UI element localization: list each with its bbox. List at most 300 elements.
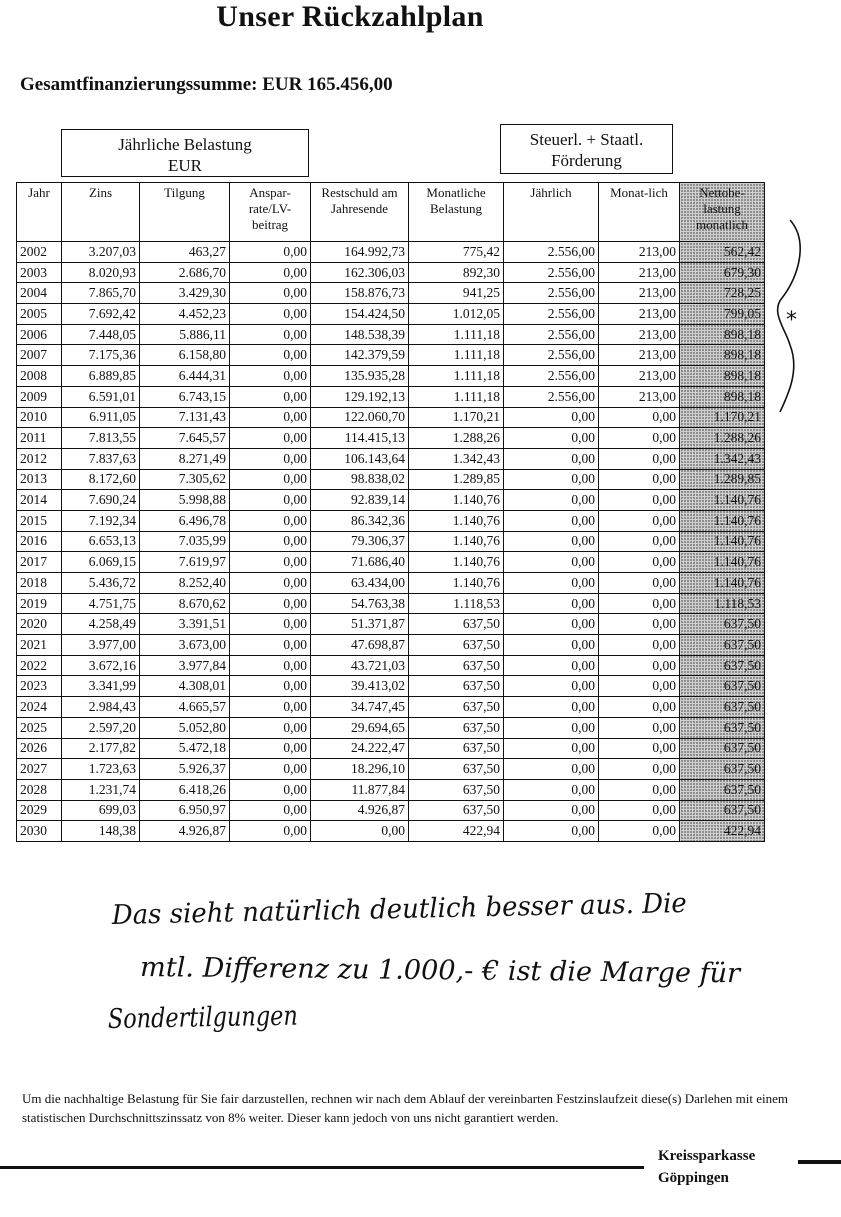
cell-monatlich: 0,00	[599, 676, 680, 697]
cell-restschuld: 164.992,73	[311, 242, 409, 263]
cell-restschuld: 71.686,40	[311, 552, 409, 573]
cell-nettobelastung: 1.289,85	[680, 469, 765, 490]
cell-restschuld: 24.222,47	[311, 738, 409, 759]
table-row	[17, 697, 765, 718]
cell-zins: 3.341,99	[62, 676, 140, 697]
cell-restschuld: 47.698,87	[311, 635, 409, 656]
cell-monatliche-belastung: 1.111,18	[409, 324, 504, 345]
cell-zins: 4.751,75	[62, 593, 140, 614]
cell-jahr: 2027	[17, 759, 62, 780]
cell-zins: 6.069,15	[62, 552, 140, 573]
cell-nettobelastung: 898,18	[680, 324, 765, 345]
cell-zins: 6.911,05	[62, 407, 140, 428]
cell-monatlich: 0,00	[599, 759, 680, 780]
cell-nettobelastung: 1.140,76	[680, 573, 765, 594]
cell-zins: 2.597,20	[62, 717, 140, 738]
annual-burden-line1: Jährliche Belastung	[118, 135, 252, 154]
cell-restschuld: 142.379,59	[311, 345, 409, 366]
cell-nettobelastung: 637,50	[680, 738, 765, 759]
cell-nettobelastung: 898,18	[680, 345, 765, 366]
cell-monatliche-belastung: 637,50	[409, 697, 504, 718]
cell-restschuld: 51.371,87	[311, 614, 409, 635]
header-monatlich: Monat-lich	[599, 183, 680, 242]
cell-nettobelastung: 637,50	[680, 614, 765, 635]
cell-jahr: 2026	[17, 738, 62, 759]
cell-tilgung: 463,27	[140, 242, 230, 263]
bank-name-line2: Göppingen	[658, 1170, 729, 1186]
cell-zins: 5.436,72	[62, 573, 140, 594]
cell-restschuld: 158.876,73	[311, 283, 409, 304]
annual-burden-line2: EUR	[168, 156, 202, 175]
cell-nettobelastung: 637,50	[680, 635, 765, 656]
cell-tilgung: 6.950,97	[140, 800, 230, 821]
cell-anspar: 0,00	[230, 614, 311, 635]
table-row	[17, 510, 765, 531]
cell-monatlich: 0,00	[599, 531, 680, 552]
cell-tilgung: 4.308,01	[140, 676, 230, 697]
cell-zins: 7.448,05	[62, 324, 140, 345]
cell-monatliche-belastung: 1.012,05	[409, 304, 504, 325]
cell-jaehrlich: 2.556,00	[504, 386, 599, 407]
cell-tilgung: 4.926,87	[140, 821, 230, 842]
table-body	[17, 242, 765, 842]
cell-monatliche-belastung: 1.111,18	[409, 345, 504, 366]
cell-monatliche-belastung: 1.111,18	[409, 366, 504, 387]
cell-nettobelastung: 898,18	[680, 386, 765, 407]
cell-restschuld: 54.763,38	[311, 593, 409, 614]
cell-jaehrlich: 0,00	[504, 759, 599, 780]
cell-nettobelastung: 637,50	[680, 800, 765, 821]
cell-zins: 7.192,34	[62, 510, 140, 531]
cell-monatliche-belastung: 1.140,76	[409, 510, 504, 531]
cell-jahr: 2021	[17, 635, 62, 656]
cell-jaehrlich: 0,00	[504, 676, 599, 697]
table-row	[17, 759, 765, 780]
cell-tilgung: 3.673,00	[140, 635, 230, 656]
cell-anspar: 0,00	[230, 407, 311, 428]
table-row	[17, 428, 765, 449]
cell-anspar: 0,00	[230, 552, 311, 573]
cell-monatliche-belastung: 637,50	[409, 800, 504, 821]
cell-tilgung: 7.131,43	[140, 407, 230, 428]
cell-monatlich: 0,00	[599, 469, 680, 490]
cell-tilgung: 5.926,37	[140, 759, 230, 780]
cell-tilgung: 5.886,11	[140, 324, 230, 345]
cell-jahr: 2020	[17, 614, 62, 635]
table-row	[17, 614, 765, 635]
table-row	[17, 242, 765, 263]
cell-restschuld: 63.434,00	[311, 573, 409, 594]
footer-rule	[0, 1166, 644, 1169]
table-row	[17, 779, 765, 800]
cell-jahr: 2028	[17, 779, 62, 800]
cell-jaehrlich: 0,00	[504, 635, 599, 656]
cell-restschuld: 0,00	[311, 821, 409, 842]
cell-restschuld: 135.935,28	[311, 366, 409, 387]
cell-zins: 7.690,24	[62, 490, 140, 511]
cell-restschuld: 79.306,37	[311, 531, 409, 552]
cell-zins: 2.177,82	[62, 738, 140, 759]
cell-monatlich: 213,00	[599, 366, 680, 387]
cell-anspar: 0,00	[230, 593, 311, 614]
cell-tilgung: 5.472,18	[140, 738, 230, 759]
disclaimer-note: Um die nachhaltige Belastung für Sie fair darzustellen, rechnen wir nach dem Ablauf der vereinbarten Festzinslaufzeit diese(s) Darlehen mit einem statistischen Durchschnittszinssatz von 8% weiter. Dieser kann jedoch von uns nicht garantiert werden.	[22, 1091, 788, 1125]
cell-monatliche-belastung: 1.140,76	[409, 573, 504, 594]
cell-nettobelastung: 1.140,76	[680, 510, 765, 531]
cell-monatlich: 0,00	[599, 738, 680, 759]
cell-restschuld: 43.721,03	[311, 655, 409, 676]
cell-nettobelastung: 637,50	[680, 759, 765, 780]
table-row	[17, 283, 765, 304]
cell-zins: 4.258,49	[62, 614, 140, 635]
table-row	[17, 635, 765, 656]
cell-monatliche-belastung: 1.118,53	[409, 593, 504, 614]
cell-jaehrlich: 0,00	[504, 655, 599, 676]
table-row	[17, 407, 765, 428]
cell-zins: 7.175,36	[62, 345, 140, 366]
margin-bracket-stroke	[778, 220, 801, 412]
cell-jaehrlich: 0,00	[504, 448, 599, 469]
cell-jaehrlich: 0,00	[504, 469, 599, 490]
cell-anspar: 0,00	[230, 428, 311, 449]
cell-anspar: 0,00	[230, 345, 311, 366]
cell-zins: 1.231,74	[62, 779, 140, 800]
cell-zins: 3.672,16	[62, 655, 140, 676]
cell-tilgung: 7.619,97	[140, 552, 230, 573]
cell-monatlich: 213,00	[599, 304, 680, 325]
cell-nettobelastung: 637,50	[680, 655, 765, 676]
cell-monatliche-belastung: 1.140,76	[409, 531, 504, 552]
cell-monatlich: 0,00	[599, 655, 680, 676]
cell-monatlich: 0,00	[599, 717, 680, 738]
cell-jaehrlich: 0,00	[504, 531, 599, 552]
cell-anspar: 0,00	[230, 655, 311, 676]
cell-jahr: 2002	[17, 242, 62, 263]
cell-anspar: 0,00	[230, 573, 311, 594]
cell-zins: 148,38	[62, 821, 140, 842]
cell-zins: 7.837,63	[62, 448, 140, 469]
cell-monatlich: 0,00	[599, 552, 680, 573]
cell-jahr: 2019	[17, 593, 62, 614]
cell-jaehrlich: 0,00	[504, 510, 599, 531]
cell-restschuld: 162.306,03	[311, 262, 409, 283]
cell-nettobelastung: 1.140,76	[680, 552, 765, 573]
cell-monatlich: 0,00	[599, 779, 680, 800]
cell-restschuld: 129.192,13	[311, 386, 409, 407]
cell-nettobelastung: 1.140,76	[680, 490, 765, 511]
cell-monatlich: 0,00	[599, 614, 680, 635]
header-jaehrlich: Jährlich	[504, 183, 599, 242]
cell-tilgung: 6.444,31	[140, 366, 230, 387]
table-row	[17, 304, 765, 325]
table-row	[17, 552, 765, 573]
header-nettobelastung: Nettobe-lastung monatlich	[680, 183, 765, 242]
cell-restschuld: 114.415,13	[311, 428, 409, 449]
cell-monatliche-belastung: 892,30	[409, 262, 504, 283]
cell-jaehrlich: 0,00	[504, 800, 599, 821]
cell-nettobelastung: 1.170,21	[680, 407, 765, 428]
cell-monatliche-belastung: 637,50	[409, 759, 504, 780]
cell-jaehrlich: 2.556,00	[504, 345, 599, 366]
cell-monatlich: 0,00	[599, 800, 680, 821]
cell-nettobelastung: 637,50	[680, 697, 765, 718]
cell-anspar: 0,00	[230, 779, 311, 800]
cell-jahr: 2017	[17, 552, 62, 573]
cell-monatliche-belastung: 637,50	[409, 676, 504, 697]
cell-tilgung: 3.977,84	[140, 655, 230, 676]
cell-tilgung: 4.665,57	[140, 697, 230, 718]
cell-restschuld: 98.838,02	[311, 469, 409, 490]
cell-anspar: 0,00	[230, 490, 311, 511]
cell-anspar: 0,00	[230, 800, 311, 821]
cell-restschuld: 18.296,10	[311, 759, 409, 780]
cell-tilgung: 4.452,23	[140, 304, 230, 325]
cell-jahr: 2018	[17, 573, 62, 594]
cell-tilgung: 7.035,99	[140, 531, 230, 552]
cell-jaehrlich: 0,00	[504, 821, 599, 842]
repayment-table	[16, 182, 765, 842]
cell-tilgung: 5.998,88	[140, 490, 230, 511]
cell-monatliche-belastung: 637,50	[409, 779, 504, 800]
header-anspar: Anspar-rate/LV-beitrag	[230, 183, 311, 242]
table-row	[17, 531, 765, 552]
cell-nettobelastung: 1.140,76	[680, 531, 765, 552]
handwritten-line-1: Das sieht natürlich deutlich besser aus. Die	[111, 887, 710, 931]
cell-jahr: 2013	[17, 469, 62, 490]
cell-monatlich: 0,00	[599, 821, 680, 842]
margin-star-mark: *	[786, 308, 797, 333]
cell-jahr: 2025	[17, 717, 62, 738]
cell-monatliche-belastung: 637,50	[409, 635, 504, 656]
cell-jahr: 2022	[17, 655, 62, 676]
cell-monatlich: 213,00	[599, 324, 680, 345]
cell-jaehrlich: 2.556,00	[504, 262, 599, 283]
cell-jaehrlich: 2.556,00	[504, 304, 599, 325]
footer-rule-right	[798, 1160, 841, 1164]
cell-anspar: 0,00	[230, 324, 311, 345]
cell-monatliche-belastung: 422,94	[409, 821, 504, 842]
cell-jahr: 2011	[17, 428, 62, 449]
cell-anspar: 0,00	[230, 738, 311, 759]
cell-zins: 2.984,43	[62, 697, 140, 718]
cell-anspar: 0,00	[230, 717, 311, 738]
cell-jaehrlich: 0,00	[504, 779, 599, 800]
cell-zins: 699,03	[62, 800, 140, 821]
cell-jahr: 2030	[17, 821, 62, 842]
cell-tilgung: 3.391,51	[140, 614, 230, 635]
cell-tilgung: 3.429,30	[140, 283, 230, 304]
cell-jahr: 2012	[17, 448, 62, 469]
table-row	[17, 448, 765, 469]
cell-jahr: 2003	[17, 262, 62, 283]
table-row	[17, 573, 765, 594]
cell-monatliche-belastung: 637,50	[409, 655, 504, 676]
cell-restschuld: 154.424,50	[311, 304, 409, 325]
cell-tilgung: 8.271,49	[140, 448, 230, 469]
cell-jaehrlich: 2.556,00	[504, 366, 599, 387]
cell-monatlich: 0,00	[599, 510, 680, 531]
cell-anspar: 0,00	[230, 510, 311, 531]
cell-jaehrlich: 2.556,00	[504, 324, 599, 345]
table-header-row	[17, 183, 765, 242]
table-row	[17, 821, 765, 842]
cell-nettobelastung: 637,50	[680, 676, 765, 697]
cell-monatliche-belastung: 637,50	[409, 738, 504, 759]
cell-nettobelastung: 562,42	[680, 242, 765, 263]
bank-name-line1: Kreissparkasse	[658, 1148, 756, 1164]
cell-jaehrlich: 0,00	[504, 573, 599, 594]
cell-jaehrlich: 2.556,00	[504, 283, 599, 304]
cell-jahr: 2029	[17, 800, 62, 821]
cell-zins: 3.977,00	[62, 635, 140, 656]
annual-burden-group-box	[61, 129, 309, 177]
cell-jahr: 2015	[17, 510, 62, 531]
cell-monatlich: 0,00	[599, 635, 680, 656]
cell-jaehrlich: 0,00	[504, 490, 599, 511]
cell-tilgung: 6.496,78	[140, 510, 230, 531]
cell-anspar: 0,00	[230, 759, 311, 780]
cell-restschuld: 11.877,84	[311, 779, 409, 800]
table-row	[17, 593, 765, 614]
subsidy-line2: Förderung	[551, 151, 622, 170]
cell-monatlich: 0,00	[599, 593, 680, 614]
cell-jaehrlich: 0,00	[504, 614, 599, 635]
cell-monatliche-belastung: 1.289,85	[409, 469, 504, 490]
cell-monatliche-belastung: 1.140,76	[409, 490, 504, 511]
cell-jaehrlich: 0,00	[504, 428, 599, 449]
cell-tilgung: 8.670,62	[140, 593, 230, 614]
cell-monatliche-belastung: 775,42	[409, 242, 504, 263]
cell-jaehrlich: 0,00	[504, 717, 599, 738]
cell-restschuld: 92.839,14	[311, 490, 409, 511]
cell-nettobelastung: 799,05	[680, 304, 765, 325]
cell-tilgung: 6.743,15	[140, 386, 230, 407]
cell-nettobelastung: 728,25	[680, 283, 765, 304]
cell-zins: 6.591,01	[62, 386, 140, 407]
cell-restschuld: 39.413,02	[311, 676, 409, 697]
cell-jahr: 2007	[17, 345, 62, 366]
table-row	[17, 676, 765, 697]
table-row	[17, 490, 765, 511]
cell-zins: 8.172,60	[62, 469, 140, 490]
cell-anspar: 0,00	[230, 469, 311, 490]
cell-anspar: 0,00	[230, 635, 311, 656]
total-financing: Gesamtfinanzierungssumme: EUR 165.456,00	[20, 74, 393, 95]
cell-monatlich: 0,00	[599, 490, 680, 511]
subsidy-group-box	[500, 124, 673, 174]
cell-anspar: 0,00	[230, 262, 311, 283]
cell-zins: 3.207,03	[62, 242, 140, 263]
cell-restschuld: 29.694,65	[311, 717, 409, 738]
cell-monatlich: 213,00	[599, 283, 680, 304]
cell-zins: 7.813,55	[62, 428, 140, 449]
cell-zins: 7.865,70	[62, 283, 140, 304]
cell-jahr: 2004	[17, 283, 62, 304]
cell-jaehrlich: 0,00	[504, 697, 599, 718]
page-title: Unser Rückzahlplan	[216, 0, 484, 33]
cell-jaehrlich: 2.556,00	[504, 242, 599, 263]
cell-monatliche-belastung: 637,50	[409, 717, 504, 738]
cell-nettobelastung: 679,30	[680, 262, 765, 283]
cell-jaehrlich: 0,00	[504, 407, 599, 428]
table-row	[17, 469, 765, 490]
cell-monatlich: 213,00	[599, 262, 680, 283]
header-zins: Zins	[62, 183, 140, 242]
table-row	[17, 345, 765, 366]
cell-nettobelastung: 1.118,53	[680, 593, 765, 614]
cell-anspar: 0,00	[230, 531, 311, 552]
table-row	[17, 738, 765, 759]
cell-nettobelastung: 1.288,26	[680, 428, 765, 449]
cell-tilgung: 6.418,26	[140, 779, 230, 800]
cell-anspar: 0,00	[230, 283, 311, 304]
cell-anspar: 0,00	[230, 242, 311, 263]
header-tilgung: Tilgung	[140, 183, 230, 242]
cell-anspar: 0,00	[230, 366, 311, 387]
subsidy-line1: Steuerl. + Staatl.	[529, 130, 644, 149]
cell-tilgung: 6.158,80	[140, 345, 230, 366]
cell-tilgung: 7.645,57	[140, 428, 230, 449]
cell-tilgung: 7.305,62	[140, 469, 230, 490]
cell-restschuld: 86.342,36	[311, 510, 409, 531]
cell-monatliche-belastung: 1.170,21	[409, 407, 504, 428]
handwritten-line-2: mtl. Differenz zu 1.000,- € ist die Marge für	[139, 952, 738, 990]
cell-monatliche-belastung: 941,25	[409, 283, 504, 304]
handwritten-line-3: Sondertilgungen	[107, 1000, 338, 1035]
cell-monatlich: 0,00	[599, 697, 680, 718]
table-row	[17, 800, 765, 821]
table-row	[17, 324, 765, 345]
cell-monatliche-belastung: 1.288,26	[409, 428, 504, 449]
cell-monatlich: 213,00	[599, 345, 680, 366]
cell-zins: 7.692,42	[62, 304, 140, 325]
table-row	[17, 262, 765, 283]
header-restschuld: Restschuld am Jahresende	[311, 183, 409, 242]
cell-jaehrlich: 0,00	[504, 593, 599, 614]
cell-monatliche-belastung: 1.342,43	[409, 448, 504, 469]
cell-zins: 6.653,13	[62, 531, 140, 552]
cell-anspar: 0,00	[230, 304, 311, 325]
cell-jahr: 2024	[17, 697, 62, 718]
cell-nettobelastung: 637,50	[680, 779, 765, 800]
cell-jahr: 2009	[17, 386, 62, 407]
header-jahr: Jahr	[17, 183, 62, 242]
cell-monatliche-belastung: 1.140,76	[409, 552, 504, 573]
cell-nettobelastung: 422,94	[680, 821, 765, 842]
cell-jahr: 2010	[17, 407, 62, 428]
cell-monatlich: 213,00	[599, 242, 680, 263]
table-row	[17, 366, 765, 387]
cell-tilgung: 5.052,80	[140, 717, 230, 738]
table-row	[17, 655, 765, 676]
cell-anspar: 0,00	[230, 697, 311, 718]
cell-jahr: 2008	[17, 366, 62, 387]
cell-anspar: 0,00	[230, 386, 311, 407]
cell-jahr: 2005	[17, 304, 62, 325]
cell-monatlich: 0,00	[599, 407, 680, 428]
cell-jaehrlich: 0,00	[504, 738, 599, 759]
cell-anspar: 0,00	[230, 821, 311, 842]
cell-zins: 1.723,63	[62, 759, 140, 780]
cell-restschuld: 148.538,39	[311, 324, 409, 345]
cell-monatlich: 213,00	[599, 386, 680, 407]
cell-restschuld: 34.747,45	[311, 697, 409, 718]
cell-anspar: 0,00	[230, 448, 311, 469]
table-row	[17, 386, 765, 407]
cell-tilgung: 2.686,70	[140, 262, 230, 283]
cell-jahr: 2006	[17, 324, 62, 345]
cell-restschuld: 106.143,64	[311, 448, 409, 469]
